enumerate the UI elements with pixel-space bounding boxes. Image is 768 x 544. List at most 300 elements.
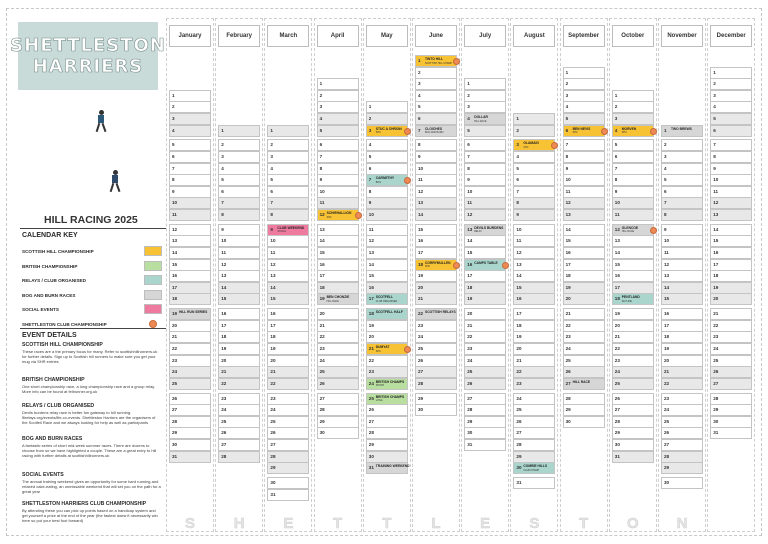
calendar-day (169, 416, 211, 428)
calendar-day (415, 282, 457, 294)
day-number: 3 (565, 92, 569, 98)
day-number: 28 (565, 395, 571, 401)
day-number: 16 (172, 273, 178, 279)
calendar-day (612, 113, 654, 125)
calendar-day (267, 366, 309, 378)
calendar-day (710, 125, 752, 137)
calendar-day (563, 224, 605, 236)
day-number: 15 (614, 261, 620, 267)
calendar-day (415, 320, 457, 332)
calendar-day-event[interactable] (366, 343, 408, 355)
day-number: 31 (172, 453, 178, 459)
day-number: 10 (418, 165, 424, 171)
day-number: 10 (614, 200, 620, 206)
day-number: 4 (664, 165, 667, 171)
calendar-day (563, 366, 605, 378)
day-number: 21 (467, 322, 473, 328)
calendar-day (317, 101, 359, 113)
event-detail-heading: SCOTTISH HILL CHAMPIONSHIP (22, 342, 103, 348)
divider (20, 328, 166, 329)
calendar-day (415, 404, 457, 416)
calendar-day (563, 331, 605, 343)
day-number: 7 (664, 200, 667, 206)
event-detail-heading: RELAYS / CLUB ORGANISED (22, 403, 95, 409)
month-header: September (563, 25, 605, 47)
calendar-day (563, 197, 605, 209)
calendar-day (267, 416, 309, 428)
day-number: 17 (368, 296, 374, 302)
day-number: 30 (319, 430, 325, 436)
calendar-day (661, 174, 703, 186)
calendar-day-event[interactable] (366, 378, 408, 390)
calendar-day (513, 293, 555, 305)
calendar-day-event[interactable] (366, 393, 408, 405)
day-number: 10 (319, 188, 325, 194)
day-number: 23 (516, 380, 522, 386)
day-number: 23 (270, 395, 276, 401)
calendar-day (710, 174, 752, 186)
calendar-day (710, 393, 752, 405)
calendar-day (464, 331, 506, 343)
day-number: 3 (713, 92, 716, 98)
calendar-day (661, 355, 703, 367)
calendar-day-event[interactable] (415, 125, 457, 137)
club-championship-dot-icon (404, 128, 411, 135)
runner-illustration-icon (94, 110, 108, 132)
calendar-day (366, 197, 408, 209)
day-number: 13 (368, 250, 374, 255)
day-number: 28 (319, 407, 325, 413)
calendar-day (169, 174, 211, 186)
event-detail-text: Devils burdens relay race is better fun gateway to hill running. lfirelays.org/events/life-cc-events. Shettleston Harriers are the organisers of the Scotfell Race and we always looking for help as well as participants (22, 410, 156, 426)
watermark-letter: E (283, 515, 294, 532)
day-number: 8 (565, 154, 569, 159)
calendar-day (661, 462, 703, 474)
calendar-day (169, 293, 211, 305)
day-number: 29 (368, 442, 374, 447)
left-panel (10, 18, 166, 532)
day-number: 22 (614, 346, 620, 351)
event-subtitle: SHC (326, 215, 332, 219)
day-number: 10 (368, 212, 374, 217)
day-number: 28 (467, 407, 473, 413)
calendar-day (464, 416, 506, 428)
day-number: 26 (713, 369, 719, 375)
calendar-day (661, 247, 703, 259)
event-title: PENTLAND (621, 295, 640, 300)
day-number: 16 (270, 311, 276, 317)
day-number: 4 (221, 165, 224, 171)
day-number: 13 (270, 273, 276, 279)
calendar-day (513, 186, 555, 198)
day-number: 4 (614, 127, 618, 133)
day-number: 6 (221, 188, 224, 194)
day-number: 4 (467, 116, 470, 121)
day-number: 9 (516, 212, 519, 217)
calendar-day (169, 186, 211, 198)
day-number: 2 (270, 142, 273, 148)
club-championship-dot-icon (601, 128, 608, 135)
day-number: 10 (270, 238, 276, 244)
calendar-day-event[interactable] (464, 224, 506, 236)
day-number: 19 (172, 311, 178, 317)
calendar-day-event[interactable] (317, 293, 359, 305)
day-number: 3 (418, 81, 421, 87)
month-column-october (609, 18, 657, 532)
day-number: 12 (221, 261, 227, 267)
calendar-day (464, 163, 506, 175)
calendar-day (464, 427, 506, 439)
calendar-day (415, 209, 457, 221)
calendar-day (169, 247, 211, 259)
day-number: 11 (319, 200, 325, 206)
day-number: 13 (467, 226, 473, 232)
calendar-day-event[interactable] (366, 293, 408, 305)
calendar-day (218, 451, 260, 463)
event-title: MORVEN (621, 126, 637, 131)
day-number: 19 (516, 334, 522, 340)
calendar-day (612, 139, 654, 151)
day-number: 2 (467, 92, 470, 98)
calendar-day (612, 451, 654, 463)
day-number: 15 (516, 284, 522, 290)
day-number: 25 (368, 395, 374, 401)
day-number: 22 (713, 322, 719, 328)
day-number: 20 (270, 357, 276, 363)
day-number: 17 (221, 322, 227, 328)
key-item (22, 261, 162, 273)
day-number: 6 (467, 142, 470, 148)
calendar-day-event[interactable] (366, 125, 408, 137)
month-header: June (415, 25, 457, 47)
day-number: 27 (713, 380, 719, 386)
day-number: 27 (221, 442, 227, 447)
day-number: 11 (221, 250, 227, 255)
day-number: 12 (270, 261, 276, 267)
day-number: 3 (368, 127, 372, 133)
calendar-day (563, 355, 605, 367)
calendar-day-event[interactable] (464, 259, 506, 271)
day-number: 7 (418, 127, 421, 133)
calendar-day (464, 139, 506, 151)
calendar-day (710, 151, 752, 163)
club-championship-dot-icon (404, 177, 411, 184)
day-number: 26 (418, 357, 424, 363)
calendar-day (366, 282, 408, 294)
club-championship-dot-icon (149, 320, 157, 328)
day-number: 6 (713, 127, 716, 133)
day-number: 11 (368, 226, 374, 232)
day-number: 27 (172, 407, 178, 413)
event-detail-heading: BOG AND BURN RACES (22, 436, 83, 442)
calendar-day (169, 404, 211, 416)
calendar-day (513, 247, 555, 259)
day-number: 30 (713, 418, 719, 424)
page-title: HILL RACING 2025 (44, 214, 138, 226)
calendar-day (612, 366, 654, 378)
watermark-letter: T (382, 515, 392, 532)
event-title: SCOTTISH RELAYS (425, 310, 456, 315)
calendar-day (710, 235, 752, 247)
day-number: 4 (368, 142, 372, 148)
day-number: 14 (713, 226, 719, 232)
calendar-day (169, 163, 211, 175)
event-subtitle: SHC (523, 145, 529, 149)
calendar-day (612, 416, 654, 428)
day-number: 13 (418, 200, 424, 206)
calendar-day (710, 308, 752, 320)
day-number: 14 (664, 284, 670, 290)
calendar-day (661, 378, 703, 390)
day-number: 29 (467, 418, 473, 424)
calendar-day (366, 101, 408, 113)
event-subtitle: CLUB ORGANISED (375, 299, 398, 303)
day-number: 16 (467, 261, 473, 267)
day-number: 27 (319, 395, 325, 401)
calendar-day-event[interactable] (366, 174, 408, 186)
calendar-day (513, 378, 555, 390)
day-number: 31 (368, 465, 374, 471)
calendar-day-event[interactable] (563, 378, 605, 390)
calendar-day (267, 235, 309, 247)
day-number: 5 (565, 116, 569, 121)
day-number: 5 (664, 177, 667, 183)
calendar-day (218, 343, 260, 355)
day-number: 25 (664, 418, 670, 424)
calendar-day-event[interactable] (169, 308, 211, 320)
day-number: 12 (319, 212, 325, 217)
calendar-day (218, 393, 260, 405)
calendar-day-event[interactable] (612, 125, 654, 137)
day-number: 5 (418, 104, 421, 110)
day-number: 20 (221, 357, 227, 363)
key-label: SOCIAL EVENTS (22, 307, 59, 312)
month-header: December (710, 25, 752, 47)
calendar-day (169, 125, 211, 137)
calendar-day (513, 366, 555, 378)
event-title: CORRYMULLEN (425, 260, 451, 265)
calendar-day-event[interactable] (612, 224, 654, 236)
day-number: 21 (270, 369, 276, 375)
calendar-day (612, 197, 654, 209)
calendar-day (218, 331, 260, 343)
day-number: 11 (565, 188, 571, 194)
calendar-day-event[interactable] (317, 209, 359, 221)
calendar-day-event[interactable] (513, 462, 555, 474)
calendar-day (267, 293, 309, 305)
day-number: 8 (614, 177, 618, 183)
calendar-day (612, 174, 654, 186)
day-number: 26 (614, 395, 620, 401)
calendar-day (464, 320, 506, 332)
calendar-day (366, 247, 408, 259)
calendar-day (169, 113, 211, 125)
day-number: 21 (664, 369, 670, 375)
day-number: 13 (221, 273, 227, 279)
calendar-day (513, 282, 555, 294)
event-title: TWO BREWS (671, 126, 692, 131)
day-number: 28 (172, 418, 178, 424)
day-number: 13 (172, 238, 178, 244)
calendar-day (267, 174, 309, 186)
day-number: 11 (664, 250, 669, 255)
calendar-day (661, 224, 703, 236)
key-item (22, 275, 162, 287)
day-number: 28 (664, 453, 670, 459)
calendar-day (267, 282, 309, 294)
event-title: SCHIEHALLION (326, 211, 352, 215)
calendar-day (612, 209, 654, 221)
calendar-day (661, 209, 703, 221)
calendar-day (169, 90, 211, 102)
calendar-day (169, 197, 211, 209)
day-number: 13 (565, 212, 571, 217)
day-number: 5 (614, 142, 618, 148)
day-number: 12 (713, 200, 719, 206)
calendar-day (415, 174, 457, 186)
calendar-day (513, 331, 555, 343)
day-number: 29 (270, 465, 276, 471)
calendar-day (513, 477, 555, 489)
calendar-day (513, 308, 555, 320)
calendar-day (415, 343, 457, 355)
day-number: 9 (418, 154, 421, 159)
calendar-day (317, 174, 359, 186)
day-number: 9 (664, 226, 667, 232)
event-title: HILL RUN SERIES (179, 310, 208, 315)
calendar-day (317, 366, 359, 378)
calendar-day-event[interactable] (661, 125, 703, 137)
event-subtitle: HILL RACE (621, 230, 635, 234)
day-number: 1 (614, 92, 618, 98)
day-number: 2 (319, 92, 323, 98)
calendar-day (169, 355, 211, 367)
calendar-day (415, 78, 457, 90)
calendar-day-event[interactable] (612, 293, 654, 305)
day-number: 20 (565, 296, 571, 302)
day-number: 5 (713, 116, 716, 121)
day-number: 19 (418, 273, 424, 279)
calendar-day (513, 355, 555, 367)
calendar-day (317, 139, 359, 151)
day-number: 14 (516, 273, 522, 279)
calendar-day (612, 163, 654, 175)
calendar-day (267, 259, 309, 271)
day-number: 14 (221, 284, 227, 290)
day-number: 1 (565, 69, 569, 75)
calendar-day (317, 125, 359, 137)
calendar-day-event[interactable] (415, 308, 457, 320)
calendar-day-event[interactable] (513, 139, 555, 151)
day-number: 27 (565, 380, 571, 386)
calendar-day (267, 247, 309, 259)
day-number: 28 (713, 395, 719, 401)
day-number: 30 (368, 453, 374, 459)
day-number: 24 (565, 346, 571, 351)
calendar-day (661, 451, 703, 463)
calendar-day (169, 343, 211, 355)
calendar-day (415, 101, 457, 113)
calendar-day (317, 78, 359, 90)
calendar-day (218, 197, 260, 209)
calendar-day (710, 113, 752, 125)
calendar-day (612, 378, 654, 390)
day-number: 26 (565, 369, 571, 375)
month-header: May (366, 25, 408, 47)
calendar-day-event[interactable] (366, 308, 408, 320)
calendar-day (612, 343, 654, 355)
day-number: 3 (172, 116, 175, 121)
day-number: 7 (516, 188, 519, 194)
calendar-day-event[interactable] (415, 259, 457, 271)
day-number: 26 (664, 430, 670, 436)
month-column-march (264, 18, 312, 532)
watermark-letter: T (333, 515, 343, 532)
calendar-day (563, 151, 605, 163)
event-subtitle: HILL RACE (326, 299, 339, 303)
key-label: SCOTTISH HILL CHAMPIONSHIP (22, 249, 94, 254)
day-number: 13 (713, 212, 719, 217)
event-subtitle: BOG AND BURN (425, 131, 444, 135)
day-number: 18 (565, 273, 571, 279)
calendar-day (366, 186, 408, 198)
calendar-day-event[interactable] (267, 224, 309, 236)
day-number: 11 (614, 212, 620, 217)
day-number: 29 (516, 453, 522, 459)
day-number: 24 (664, 407, 670, 413)
day-number: 9 (713, 165, 716, 171)
watermark-letter: S (529, 515, 540, 532)
calendar-day (218, 139, 260, 151)
day-number: 27 (368, 418, 374, 424)
calendar-day (612, 186, 654, 198)
calendar-day-event[interactable] (366, 462, 408, 474)
day-number: 1 (270, 127, 273, 133)
day-number: 21 (368, 346, 374, 351)
calendar-day-event[interactable] (563, 125, 605, 137)
key-label: BRITISH CHAMPIONSHIP (22, 263, 78, 269)
calendar-day (661, 366, 703, 378)
day-number: 7 (467, 154, 470, 159)
day-number: 16 (418, 238, 424, 244)
calendar-day (563, 393, 605, 405)
calendar-day (169, 282, 211, 294)
day-number: 3 (270, 154, 273, 159)
key-swatch (144, 246, 162, 256)
day-number: 24 (467, 357, 473, 363)
calendar-day (317, 186, 359, 198)
day-number: 24 (221, 407, 227, 413)
club-championship-dot-icon (551, 142, 558, 149)
calendar-day (366, 355, 408, 367)
calendar-day-event[interactable] (464, 113, 506, 125)
calendar-day (415, 293, 457, 305)
calendar-day (464, 151, 506, 163)
calendar-day (415, 393, 457, 405)
day-number: 2 (418, 69, 421, 75)
watermark-letter: S (184, 515, 195, 532)
day-number: 15 (467, 250, 473, 255)
day-number: 26 (172, 395, 178, 401)
watermark-letter: T (579, 515, 589, 532)
day-number: 20 (368, 334, 374, 340)
day-number: 31 (270, 491, 276, 497)
calendar-day (563, 282, 605, 294)
calendar-day-event[interactable] (415, 55, 457, 67)
month-column-june (412, 18, 460, 532)
calendar-day (415, 113, 457, 125)
calendar-day (169, 378, 211, 390)
